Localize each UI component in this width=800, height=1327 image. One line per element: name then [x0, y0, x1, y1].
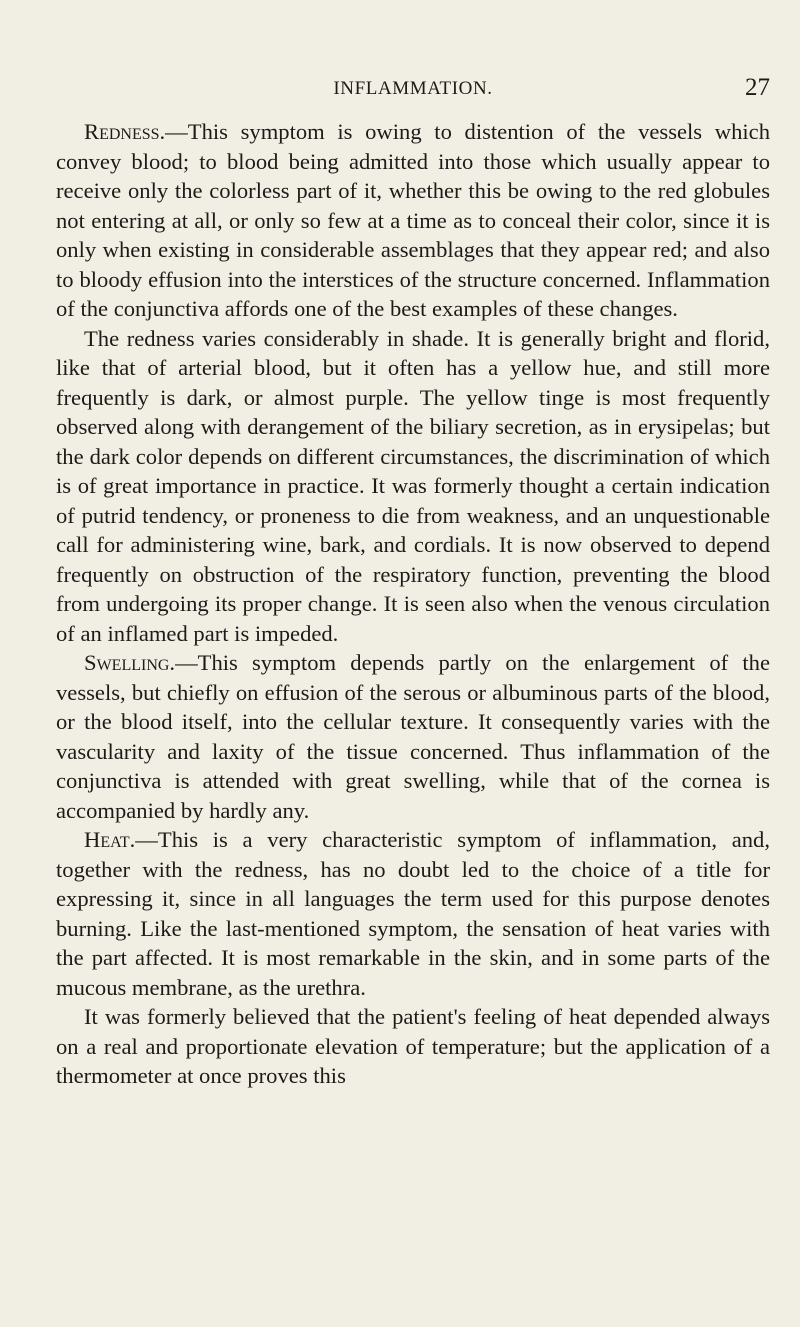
- running-head: [56, 74, 770, 104]
- paragraph-text: The redness varies considerably in shade. It is generally bright and florid, like that of arterial blood, but it often has a yellow hue, and still more frequently is dark, or almost purple. The yellow tinge is most frequently observed along with derangement of the biliary secretion, as in erysipelas; but the dark color depends on different circumstances, the discrimination of which is of great importance in practice. It was formerly thought a certain indication of putrid tendency, or proneness to die from weakness, and an unquestionable call for administering wine, bark, and cordials. It is now observed to depend frequently on obstruction of the respiratory function, preventing the blood from undergoing its proper change. It is seen also when the venous circulation of an inflamed part is impeded.: [56, 325, 770, 646]
- paragraph-swelling: [56, 648, 770, 825]
- running-head-title: INFLAMMATION.: [333, 78, 493, 99]
- paragraph-text: —This symptom is owing to distention of the vessels which convey blood; to blood being admitted into those which usually appear to receive only the colorless part of it, whether this be owing to the red globules not entering at all, or only so few at a time as to conceal their color, since it is only when existing in considerable assemblages that they appear red; and also to bloody effusion into the interstices of the structure concerned. Inflammation of the conjunctiva affords one of the best examples of these changes.: [56, 119, 770, 321]
- paragraph-redness: [56, 117, 770, 324]
- section-heading-swelling: Swelling.: [84, 650, 176, 675]
- paragraph-redness-shade: [56, 324, 770, 649]
- paragraph-text: It was formerly believed that the patient's feeling of heat depended always on a real and proportionate elevation of temperature; but the application of a thermometer at once proves this: [56, 1004, 770, 1088]
- body-text: [56, 117, 770, 1091]
- paragraph-heat: [56, 825, 770, 1002]
- page-number: 27: [745, 74, 770, 101]
- paragraph-text: —This symptom depends partly on the enlargement of the vessels, but chiefly on effusion of the serous or albuminous parts of the blood, or the blood itself, into the cellular texture. It consequently varies with the vascularity and laxity of the tissue concerned. Thus inflammation of the conjunctiva is attended with great swelling, while that of the cornea is accompanied by hardly any.: [56, 650, 770, 823]
- paragraph-heat-continued: [56, 1002, 770, 1091]
- section-heading-heat: Heat.: [84, 827, 136, 852]
- section-heading-redness: Redness.: [84, 119, 166, 144]
- paragraph-text: —This is a very characteristic symptom of inflammation, and, together with the redness, has no doubt led to the choice of a title for expressing it, since in all languages the term used for this purpose denotes burning. Like the last-mentioned symptom, the sensation of heat varies with the part affected. It is most remarkable in the skin, and in some parts of the mucous membrane, as the urethra.: [56, 827, 770, 1000]
